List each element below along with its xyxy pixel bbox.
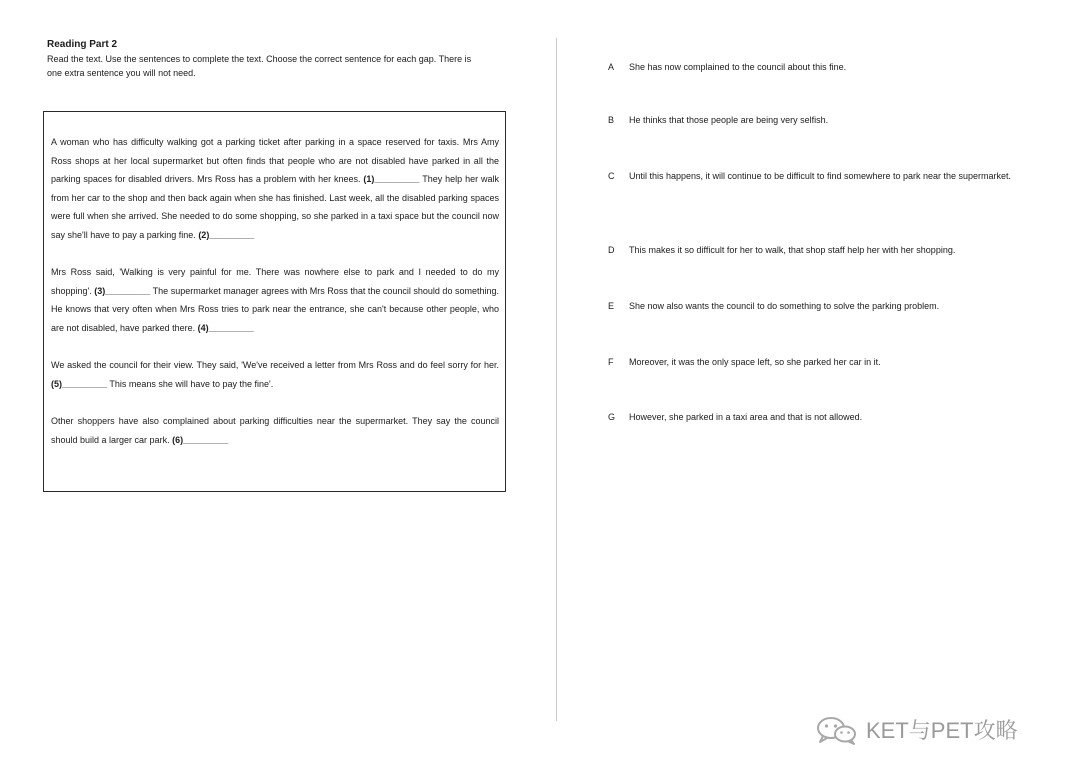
paragraph-3: [51, 356, 499, 393]
paragraph-1-part-a: A woman who has difficulty walking got a parking ticket after parking in a space reserved for taxis. Mrs Amy Ross shops at her local supermarket but often finds that people who are not disabled have parked in all the parking spaces for disabled drivers. Mrs Ross has a problem with her knees.: [51, 137, 499, 185]
option-f: [608, 353, 1064, 372]
reading-text-box: [43, 111, 506, 492]
option-letter: E: [608, 301, 615, 311]
option-d: [608, 241, 1064, 260]
watermark-text: KET与PET攻略: [866, 718, 1018, 743]
option-letter: B: [608, 115, 615, 125]
instructions-text: Read the text. Use the sentences to complete the text. Choose the correct sentence for each gap. There is one extra sentence you will not need.: [47, 54, 472, 78]
paragraph-2-part-a: Mrs Ross said, 'Walking is very painful for me. There was nowhere else to park and I needed to do my shopping'.: [51, 267, 499, 296]
option-a: [608, 58, 1064, 77]
option-text: He thinks that those people are being very selfish.: [629, 115, 829, 125]
paragraph-2-part-b: The supermarket manager agrees with Mrs Ross that the council should do something. He knows that very often when Mrs Ross tries to park near the entrance, she can't because other people, who are not disabled, have parked there.: [51, 285, 499, 333]
paragraph-1: [51, 133, 499, 245]
paragraph-2: [51, 263, 499, 337]
option-letter: F: [608, 357, 614, 367]
section-title: Reading Part 2: [47, 39, 118, 50]
gap-5: (5)_________: [51, 378, 108, 389]
gap-6: (6)_________: [172, 434, 229, 445]
option-letter: C: [608, 171, 615, 181]
paragraph-4-part-a: Other shoppers have also complained about parking difficulties near the supermarket. They say the council should build a larger car park.: [51, 415, 499, 445]
option-text: She has now complained to the council about this fine.: [629, 62, 847, 72]
gap-2: (2)_________: [198, 229, 255, 240]
gap-4: (4)_________: [197, 322, 254, 333]
option-letter: A: [608, 62, 615, 72]
option-g: [608, 408, 1064, 427]
option-text: She now also wants the council to do something to solve the parking problem.: [629, 301, 940, 311]
paragraph-4: [51, 412, 499, 449]
option-c: [608, 167, 1064, 186]
option-e: [608, 297, 1064, 316]
paragraph-1-part-b: They help her walk from her car to the shop and then back again when she has finished. Last week, all the disabled parking spaces were full when she arrived. She needed to do some shopping, so she parked in a taxi space but the council now say she'll have to pay a parking fine.: [51, 174, 499, 240]
column-divider: [556, 38, 557, 721]
paragraph-3-part-a: We asked the council for their view. They said, 'We've received a letter from Mrs Ross and do feel sorry for her.: [51, 360, 499, 371]
watermark: [814, 714, 1018, 745]
option-letter: G: [608, 412, 616, 422]
gap-3: (3)_________: [94, 285, 151, 296]
option-text: Moreover, it was the only space left, so she parked her car in it.: [629, 357, 881, 367]
gap-1: (1)_________: [363, 174, 420, 185]
option-text: This makes it so difficult for her to walk, that shop staff help her with her shopping.: [629, 245, 956, 255]
option-text: However, she parked in a taxi area and that is not allowed.: [629, 412, 863, 422]
paragraph-3-part-b: This means she will have to pay the fine'.: [107, 378, 274, 389]
wechat-icon: [814, 715, 858, 745]
option-letter: D: [608, 245, 615, 255]
option-text: Until this happens, it will continue to be difficult to find somewhere to park near the supermarket.: [629, 171, 1012, 181]
instructions-block: [47, 38, 517, 80]
option-b: [608, 111, 1064, 130]
